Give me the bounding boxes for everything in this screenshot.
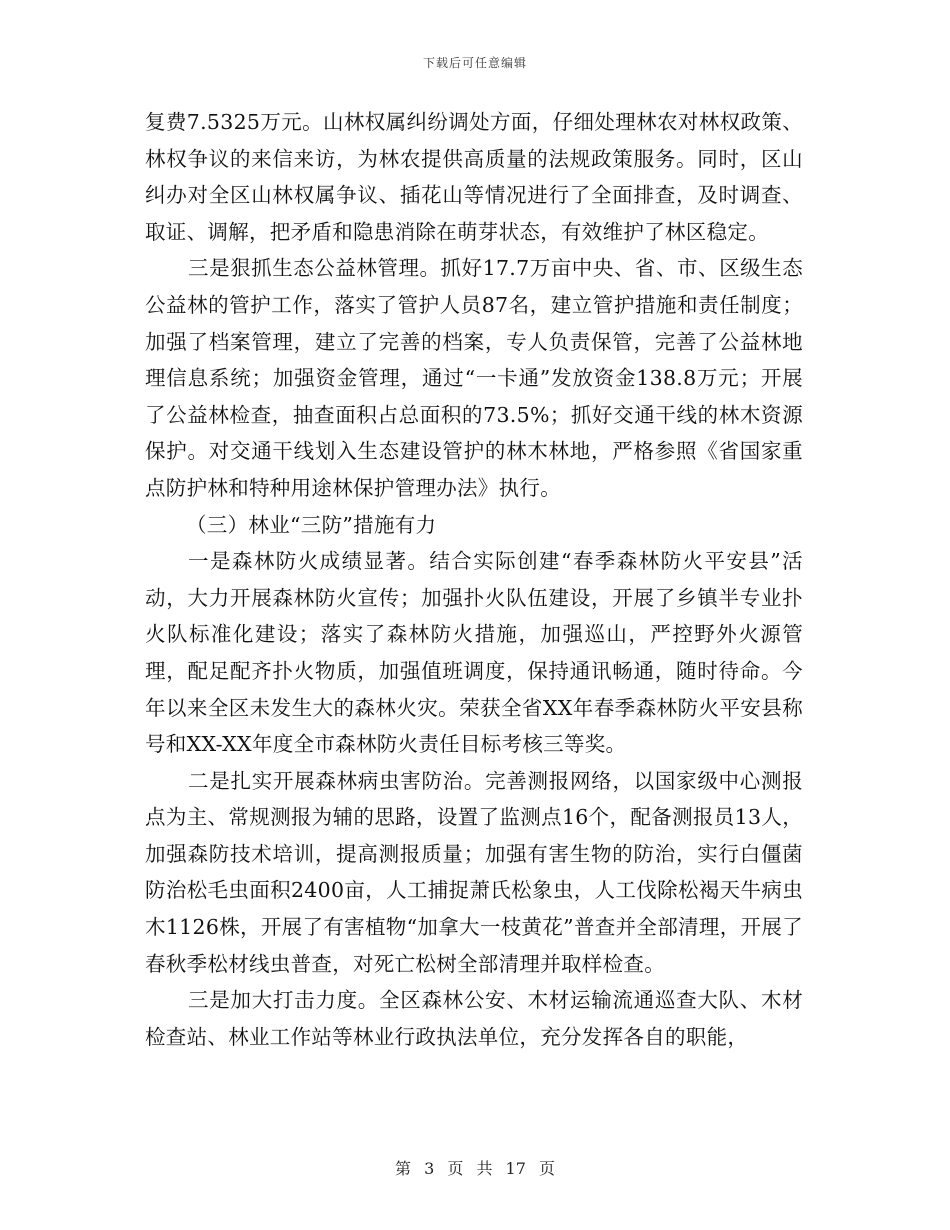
section-heading-three-defenses: （三）林业“三防”措施有力 (186, 512, 437, 537)
paragraph-pest-control: 二是扎实开展森林病虫害防治。完善测报网络，以国家级中心测报点为主、常规测报为辅的思路，设置了监测点16个，配备测报员13人，加强森防技术培训，提高测报质量；加强有害生物的防治，实行白僵菌防治松毛虫面积2400亩，人工捕捉萧氏松象虫，人工伐除松褐天牛病虫木1126株，开展了有害植物“加拿大一枝黄花”普查并全部清理，开展了春秋季松材线虫普查，对死亡松树全部清理并取样检查。 (145, 768, 803, 976)
paragraph-enforcement: 三是加大打击力度。全区森林公安、木材运输流通巡查大队、木材检查站、林业工作站等林业行政执法单位，充分发挥各自的职能， (145, 988, 803, 1049)
paragraph-ecological-forest: 三是狠抓生态公益林管理。抓好17.7万亩中央、省、市、区级生态公益林的管护工作，落实了管护人员87名，建立管护措施和责任制度；加强了档案管理，建立了完善的档案，专人负责保管，完善了公益林地理信息系统；加强资金管理，通过“一卡通”发放资金138.8万元；开展了公益林检查，抽查面积占总面积的73.5%；抓好交通干线的林木资源保护。对交通干线划入生态建设管护的林木林地，严格参照《省国家重点防护林和特种用途林保护管理办法》执行。 (145, 256, 803, 500)
paragraph-continuation: 复费7.5325万元。山林权属纠纷调处方面，仔细处理林农对林权政策、林权争议的来信来访，为林农提供高质量的法规政策服务。同时，区山纠办对全区山林权属争议、插花山等情况进行了全面排查，及时调查、取证、调解，把矛盾和隐患消除在萌芽状态，有效维护了林区稳定。 (145, 110, 803, 244)
page-number-footer: 第 3 页 共 17 页 (395, 1159, 555, 1178)
document-body (145, 104, 803, 1055)
page-header: 下载后可任意编辑 (422, 56, 527, 70)
paragraph-fire-prevention: 一是森林防火成绩显著。结合实际创建“春季森林防火平安县”活动，大力开展森林防火宣传；加强扑火队伍建设，开展了乡镇半专业扑火队标准化建设；落实了森林防火措施，加强巡山，严控野外火源管理，配足配齐扑火物质，加强值班调度，保持通讯畅通，随时待命。今年以来全区未发生大的森林火灾。荣获全省XX年春季森林防火平安县称号和XX-XX年度全市森林防火责任目标考核三等奖。 (145, 549, 803, 757)
